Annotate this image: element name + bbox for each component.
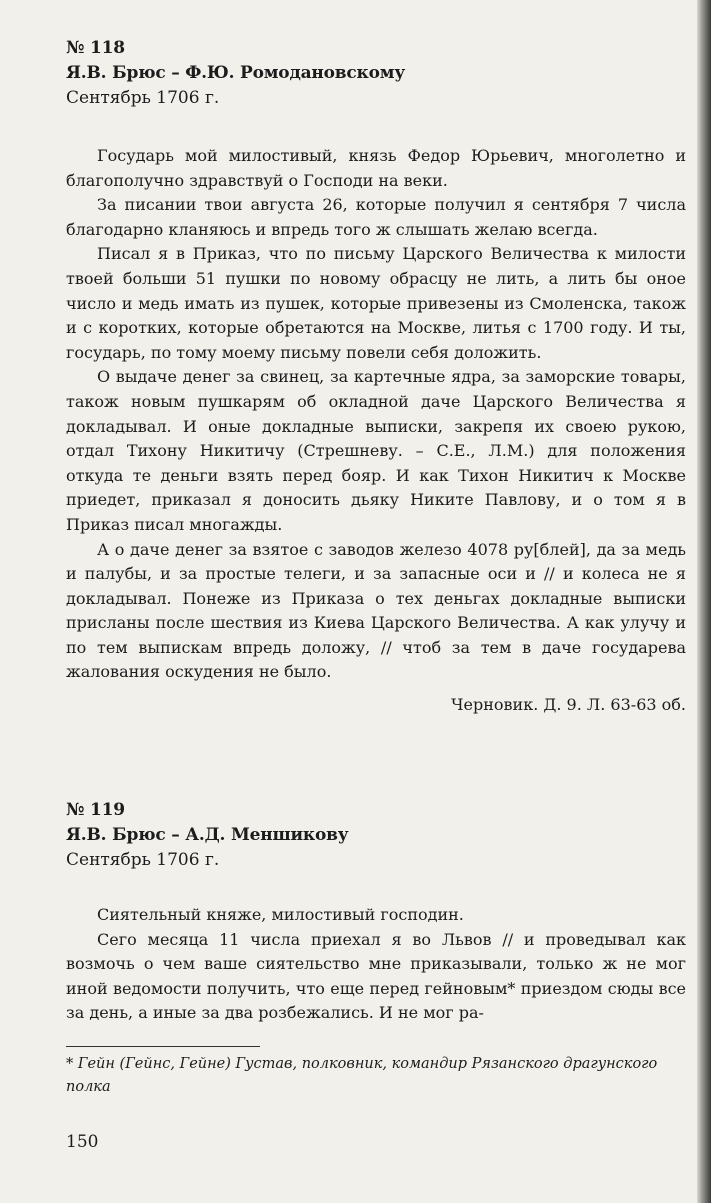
paragraph: За писании твои августа 26, которые получил я сентября 7 числа благодарно кланяюсь и впредь того ж слышать желаю всегда.: [66, 195, 686, 239]
paragraph: Писал я в Приказ, что по письму Царского Величества к милости твоей больши 51 пушки по новому обрасцу не лить, а лить бы оное число и медь имать из пушек, которые привезены из Смоленска, також и с коротких, которые обретаются на Москве, литья с 1700 году. И ты, государь, по тому моему письму повели себя доложить.: [66, 244, 686, 362]
book-spine-shadow: [697, 0, 711, 1203]
paragraph: О выдаче денег за свинец, за картечные ядра, за заморские товары, також новым пушкарям об окладной даче Царского Величества я докладывал. И оные докладные выписки, закрепя их своею рукою, отдал Тихону Никитичу (Стрешневу. – С.Е., Л.М.) для положения откуда те деньги взять перед бояр. И как Тихон Никитич к Москве приедет, приказал я доносить дьяку Никите Павлову, и о том я в Приказ писал многажды.: [66, 367, 686, 534]
source-note: Черновик. Д. 9. Л. 63-63 об.: [451, 695, 686, 715]
paragraph: Сего месяца 11 числа приехал я во Львов // и проведывал как возмочь о чем ваше сиятельство мне приказывали, только ж не мог иной ведомости получить, что еще перед гейновым* приездом сюды все за день, а иные за два розбежались. И не мог ра-: [66, 929, 686, 1023]
paragraph: А о даче денег за взятое с заводов железо 4078 ру[блей], да за медь и палубы, и за простые телеги, и за запасные оси и // и колеса не я докладывал. Понеже из Приказа о тех деньгах докладные выписки присланы после шествия из Киева Царского Величества. А как улучу и по тем выпискам впредь доложу, // чтоб за тем в даче государева жалования оскудения не было.: [66, 539, 686, 682]
document-heading: Я.В. Брюс – А.Д. Меншикову: [66, 825, 349, 845]
document-date: Сентябрь 1706 г.: [66, 88, 220, 108]
document-number: № 119: [66, 800, 125, 820]
page-number: 150: [66, 1132, 99, 1152]
document-number: № 118: [66, 38, 125, 58]
document-119: [66, 798, 686, 1026]
paragraph: Сиятельный княже, милостивый господин.: [97, 905, 464, 924]
paragraph: Государь мой милостивый, князь Федор Юрьевич, многолетно и благополучно здравствуй о Господи на веки.: [66, 146, 686, 190]
footnote: * Гейн (Гейнс, Гейне) Густав, полковник, командир Рязанского драгунского полка: [66, 1056, 658, 1095]
document-118: [66, 36, 686, 717]
footnote-divider: [66, 1046, 260, 1047]
document-date: Сентябрь 1706 г.: [66, 850, 220, 870]
document-heading: Я.В. Брюс – Ф.Ю. Ромодановскому: [66, 63, 405, 83]
